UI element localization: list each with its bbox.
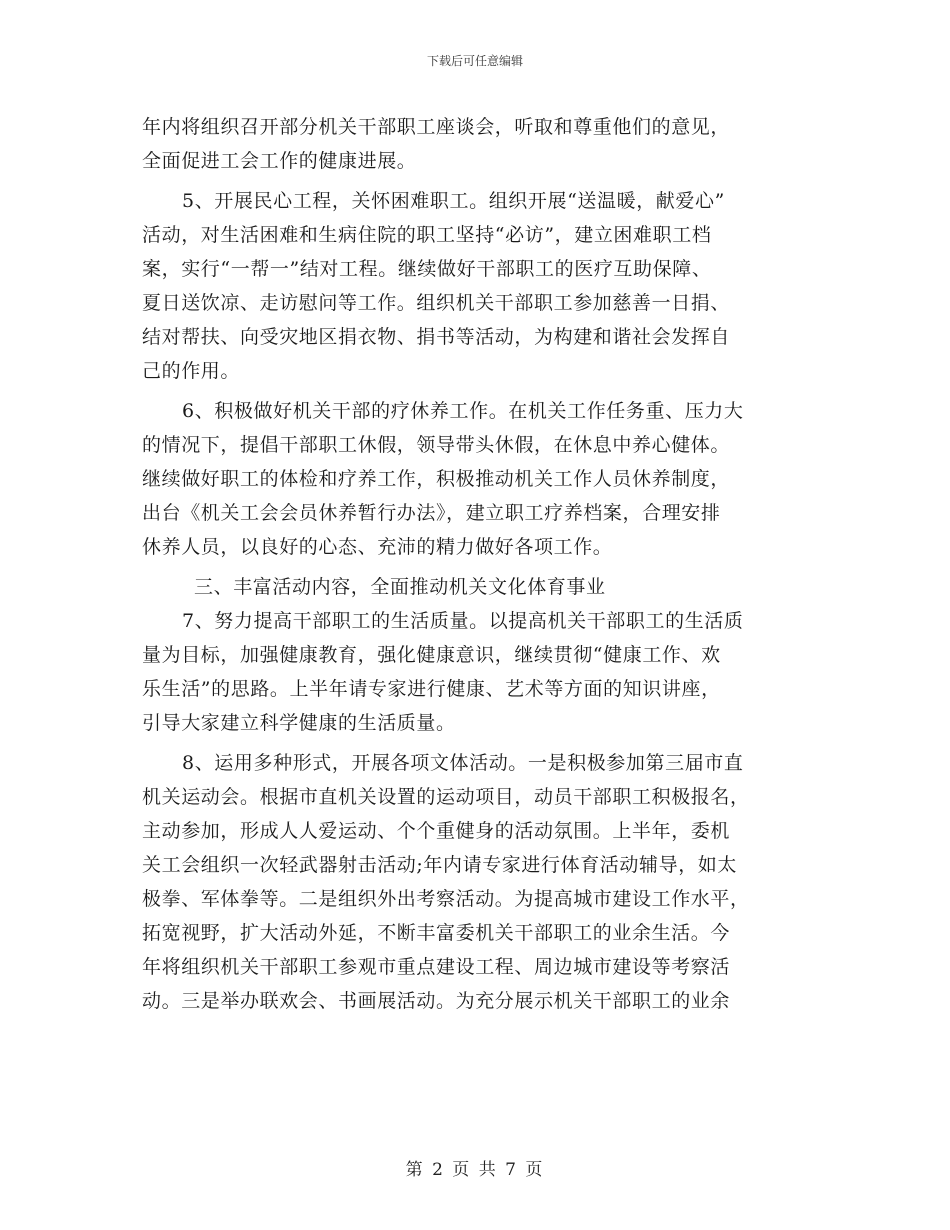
text-line: 机关运动会。根据市直机关设置的运动项目，动员干部职工积极报名， xyxy=(142,786,750,808)
text-line: 引导大家建立科学健康的生活质量。 xyxy=(142,712,456,734)
paragraph xyxy=(142,394,812,564)
text-line: 乐生活”的思路。上半年请专家进行健康、艺术等方面的知识讲座， xyxy=(142,678,721,700)
text-line: 继续做好职工的体检和疗养工作，积极推动机关工作人员休养制度， xyxy=(142,468,731,490)
page-header: 下载后可任意编辑 xyxy=(426,54,523,68)
text-line: 8、运用多种形式，开展各项文体活动。一是积极参加第三届市直 xyxy=(182,752,744,774)
text-line: 活动，对生活困难和生病住院的职工坚持“必访”，建立困难职工档 xyxy=(142,224,712,246)
text-line: 己的作用。 xyxy=(142,360,241,382)
section-heading-text: 三、丰富活动内容，全面推动机关文化体育事业 xyxy=(194,576,606,598)
paragraph xyxy=(142,110,812,178)
text-line: 的情况下，提倡干部职工休假，领导带头休假，在休息中养心健体。 xyxy=(142,434,731,456)
text-line: 案，实行“一帮一”结对工程。继续做好干部职工的医疗互助保障、 xyxy=(142,258,712,280)
page-number: 第 2 页 共 7 页 xyxy=(405,1160,545,1180)
text-line: 极拳、军体拳等。二是组织外出考察活动。为提高城市建设工作水平， xyxy=(142,888,750,910)
document-body xyxy=(142,110,812,1018)
text-line: 关工会组织一次轻武器射击活动;年内请专家进行体育活动辅导，如太 xyxy=(142,854,738,876)
text-line: 出台《机关工会会员休养暂行办法》，建立职工疗养档案，合理安排 xyxy=(142,502,721,524)
text-line: 全面促进工会工作的健康进展。 xyxy=(142,150,417,172)
text-line: 5、开展民心工程，关怀困难职工。组织开展“送温暖，献爱心” xyxy=(182,190,725,212)
section-heading xyxy=(142,570,812,604)
text-line: 结对帮扶、向受灾地区捐衣物、捐书等活动，为构建和谐社会发挥自 xyxy=(142,326,731,348)
text-line: 量为目标，加强健康教育，强化健康意识，继续贯彻“健康工作、欢 xyxy=(142,644,721,666)
text-line: 6、积极做好机关干部的疗休养工作。在机关工作任务重、压力大 xyxy=(182,400,744,422)
text-line: 7、努力提高干部职工的生活质量。以提高机关干部职工的生活质 xyxy=(182,610,744,632)
text-line: 主动参加，形成人人爱运动、个个重健身的活动氛围。上半年，委机 xyxy=(142,820,731,842)
text-line: 休养人员，以良好的心态、充沛的精力做好各项工作。 xyxy=(142,536,613,558)
text-line: 年将组织机关干部职工参观市重点建设工程、周边城市建设等考察活 xyxy=(142,956,731,978)
paragraph xyxy=(142,184,812,388)
text-line: 拓宽视野，扩大活动外延，不断丰富委机关干部职工的业余生活。今 xyxy=(142,922,731,944)
text-line: 年内将组织召开部分机关干部职工座谈会，听取和尊重他们的意见， xyxy=(142,116,731,138)
paragraph xyxy=(142,604,812,740)
text-line: 夏日送饮凉、走访慰问等工作。组织机关干部职工参加慈善一日捐、 xyxy=(142,292,731,314)
text-line: 动。三是举办联欢会、书画展活动。为充分展示机关干部职工的业余 xyxy=(142,990,731,1012)
paragraph xyxy=(142,746,812,1018)
